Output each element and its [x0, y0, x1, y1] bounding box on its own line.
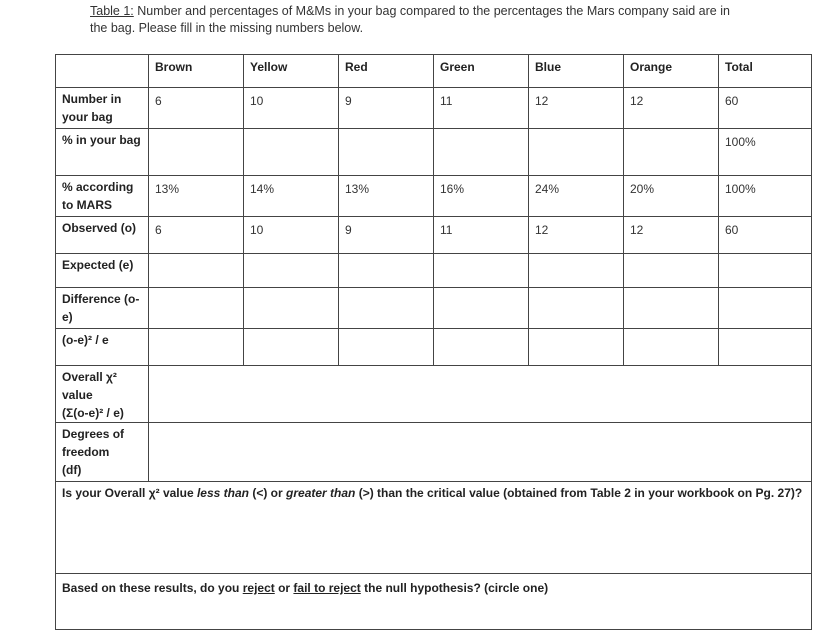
cell-chi-orange[interactable] [624, 329, 719, 366]
dof-line3: (df) [62, 463, 82, 477]
caption-text: Number and percentages of M&Ms in your bag compared to the percentages the Mars company said are in the bag. Please fill in the missing numbers below. [90, 4, 730, 35]
row-label-number-in-bag: Number in your bag [56, 88, 149, 129]
cell-pct-green[interactable] [434, 129, 529, 176]
cell-mars-orange[interactable]: 20% [624, 176, 719, 217]
cell-chi-red[interactable] [339, 329, 434, 366]
row-observed [56, 217, 812, 254]
q2-part2: or [274, 581, 294, 595]
caption-label: Table 1: [90, 4, 134, 18]
cell-number-yellow[interactable]: 10 [244, 88, 339, 129]
cell-number-orange[interactable]: 12 [624, 88, 719, 129]
cell-number-brown[interactable]: 6 [149, 88, 244, 129]
cell-mars-green[interactable]: 16% [434, 176, 529, 217]
cell-expected-brown[interactable] [149, 254, 244, 288]
cell-observed-green[interactable]: 11 [434, 217, 529, 254]
table-caption [90, 3, 730, 37]
cell-mars-total[interactable]: 100% [719, 176, 812, 217]
mm-worksheet-table [55, 54, 812, 630]
cell-observed-red[interactable]: 9 [339, 217, 434, 254]
cell-diff-green[interactable] [434, 288, 529, 329]
cell-mars-red[interactable]: 13% [339, 176, 434, 217]
q1-part1: Is your Overall χ² value [62, 486, 197, 500]
cell-observed-brown[interactable]: 6 [149, 217, 244, 254]
overall-chi-line1: Overall χ² [62, 370, 117, 384]
dof-line2: freedom [62, 445, 110, 459]
cell-expected-red[interactable] [339, 254, 434, 288]
col-header-brown: Brown [149, 55, 244, 88]
cell-number-red[interactable]: 9 [339, 88, 434, 129]
cell-pct-total[interactable]: 100% [719, 129, 812, 176]
q2-fail-to-reject[interactable]: fail to reject [293, 581, 361, 595]
header-row [56, 55, 812, 88]
cell-diff-brown[interactable] [149, 288, 244, 329]
cell-diff-orange[interactable] [624, 288, 719, 329]
row-label-difference: Difference (o-e) [56, 288, 149, 329]
col-header-green: Green [434, 55, 529, 88]
cell-observed-blue[interactable]: 12 [529, 217, 624, 254]
cell-pct-orange[interactable] [624, 129, 719, 176]
row-overall-chi [56, 366, 812, 423]
overall-chi-line3: (Σ(o-e)² / e) [62, 406, 124, 420]
cell-pct-blue[interactable] [529, 129, 624, 176]
cell-number-blue[interactable]: 12 [529, 88, 624, 129]
dof-line1: Degrees of [62, 427, 125, 441]
question-null-hypothesis[interactable] [56, 574, 812, 630]
cell-chi-brown[interactable] [149, 329, 244, 366]
row-pct-in-bag [56, 129, 812, 176]
cell-chi-total[interactable] [719, 329, 812, 366]
q2-part1: Based on these results, do you [62, 581, 243, 595]
cell-mars-blue[interactable]: 24% [529, 176, 624, 217]
cell-observed-yellow[interactable]: 10 [244, 217, 339, 254]
row-difference [56, 288, 812, 329]
question-critical-value[interactable] [56, 482, 812, 574]
row-label-expected: Expected (e) [56, 254, 149, 288]
row-pct-mars [56, 176, 812, 217]
row-question-critical [56, 482, 812, 574]
cell-pct-brown[interactable] [149, 129, 244, 176]
col-header-orange: Orange [624, 55, 719, 88]
cell-chi-green[interactable] [434, 329, 529, 366]
cell-pct-yellow[interactable] [244, 129, 339, 176]
row-label-pct-mars: % according to MARS [56, 176, 149, 217]
cell-pct-red[interactable] [339, 129, 434, 176]
overall-chi-line2: value [62, 388, 93, 402]
cell-overall-chi-answer[interactable] [149, 366, 812, 423]
cell-expected-blue[interactable] [529, 254, 624, 288]
col-header-total: Total [719, 55, 812, 88]
row-chi-term [56, 329, 812, 366]
cell-diff-yellow[interactable] [244, 288, 339, 329]
cell-diff-blue[interactable] [529, 288, 624, 329]
row-label-dof [56, 423, 149, 482]
col-header-blue: Blue [529, 55, 624, 88]
cell-expected-orange[interactable] [624, 254, 719, 288]
cell-expected-total[interactable] [719, 254, 812, 288]
col-header-red: Red [339, 55, 434, 88]
cell-diff-red[interactable] [339, 288, 434, 329]
cell-expected-green[interactable] [434, 254, 529, 288]
q1-part2: (<) or [249, 486, 287, 500]
q2-reject[interactable]: reject [242, 581, 275, 595]
row-degrees-freedom [56, 423, 812, 482]
cell-number-green[interactable]: 11 [434, 88, 529, 129]
cell-dof-answer[interactable] [149, 423, 812, 482]
header-corner-cell [56, 55, 149, 88]
cell-chi-yellow[interactable] [244, 329, 339, 366]
cell-expected-yellow[interactable] [244, 254, 339, 288]
row-label-chi-term: (o-e)² / e [56, 329, 149, 366]
q1-greater-than: greater than [286, 486, 356, 500]
row-expected [56, 254, 812, 288]
cell-observed-orange[interactable]: 12 [624, 217, 719, 254]
row-label-pct-in-bag: % in your bag [56, 129, 149, 176]
q1-less-than: less than [196, 486, 249, 500]
cell-diff-total[interactable] [719, 288, 812, 329]
row-label-observed: Observed (o) [56, 217, 149, 254]
cell-mars-brown[interactable]: 13% [149, 176, 244, 217]
row-number-in-bag [56, 88, 812, 129]
cell-observed-total[interactable]: 60 [719, 217, 812, 254]
cell-number-total[interactable]: 60 [719, 88, 812, 129]
q2-part3: the null hypothesis? (circle one) [360, 581, 549, 595]
q1-part3: (>) than the critical value (obtained from Table 2 in your workbook on Pg. 27)? [355, 486, 803, 500]
cell-mars-yellow[interactable]: 14% [244, 176, 339, 217]
cell-chi-blue[interactable] [529, 329, 624, 366]
row-label-overall-chi [56, 366, 149, 423]
col-header-yellow: Yellow [244, 55, 339, 88]
row-question-hypothesis [56, 574, 812, 630]
